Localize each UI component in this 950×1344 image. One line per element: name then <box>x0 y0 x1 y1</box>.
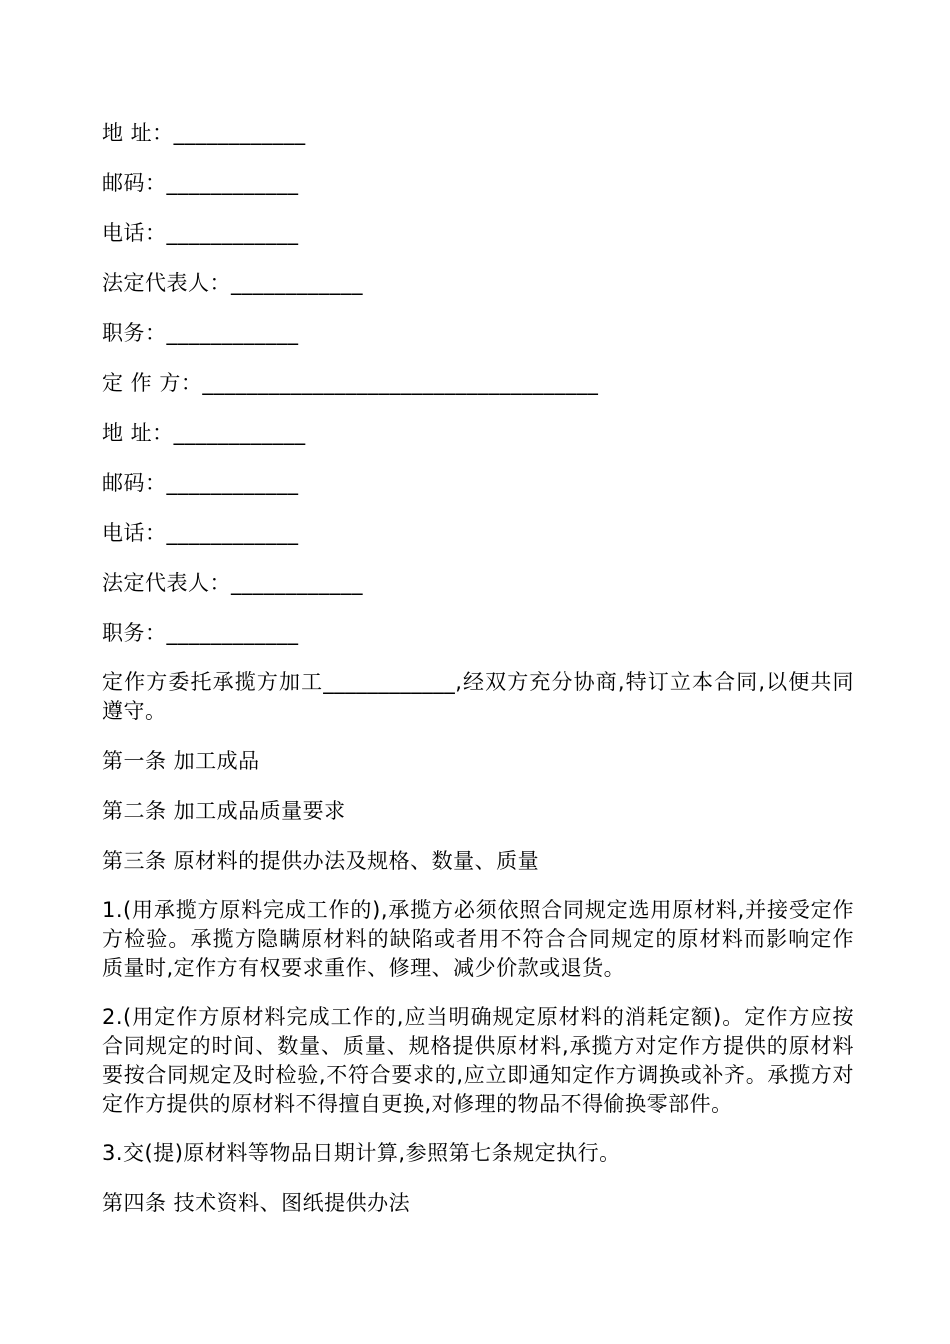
orderer-phone: 电话：____________ <box>102 521 299 545</box>
orderer-header: 定 作 方：____________________________________ <box>102 371 599 395</box>
orderer-legal-rep: 法定代表人：____________ <box>102 571 363 595</box>
article-3-item-2: 2.(用定作方原材料完成工作的,应当明确规定原材料的消耗定额)。定作方应按合同规定的时间、数量、质量、规格提供原材料,承揽方对定作方提供的原材料要按合同规定及时检验,不符合要求的,应立即通知定作方调换或补齐。承揽方对定作方提供的原材料不得擅自更换,对修理的物品不得偷换零部件。 <box>102 1005 854 1116</box>
intro-paragraph: 定作方委托承揽方加工____________,经双方充分协商,特订立本合同,以便共同遵守。 <box>102 670 854 723</box>
article-2-heading: 第二条 加工成品质量要求 <box>102 799 346 823</box>
contractor-address: 地 址：____________ <box>102 121 306 145</box>
contractor-position: 职务：____________ <box>102 321 299 345</box>
article-3-item-3: 3.交(提)原材料等物品日期计算,参照第七条规定执行。 <box>102 1141 621 1165</box>
article-4-heading: 第四条 技术资料、图纸提供办法 <box>102 1191 411 1215</box>
article-3-item-1: 1.(用承揽方原料完成工作的),承揽方必须依照合同规定选用原材料,并接受定作方检验。承揽方隐瞒原材料的缺陷或者用不符合合同规定的原材料而影响定作质量时,定作方有权要求重作、修理、减少价款或退货。 <box>102 898 854 980</box>
contractor-phone: 电话：____________ <box>102 221 299 245</box>
orderer-address: 地 址：____________ <box>102 421 306 445</box>
orderer-position: 职务：____________ <box>102 621 299 645</box>
article-3-heading: 第三条 原材料的提供办法及规格、数量、质量 <box>102 849 540 873</box>
contract-page <box>102 118 854 1238</box>
contractor-postcode: 邮码：____________ <box>102 171 299 195</box>
orderer-postcode: 邮码：____________ <box>102 471 299 495</box>
contractor-legal-rep: 法定代表人：____________ <box>102 271 363 295</box>
article-1-heading: 第一条 加工成品 <box>102 749 260 773</box>
